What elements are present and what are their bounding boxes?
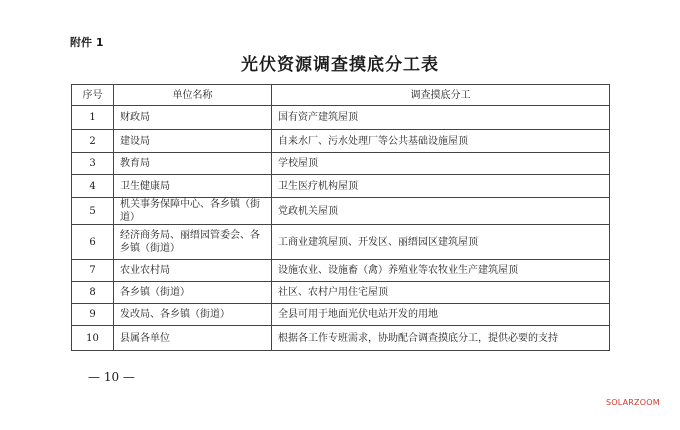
row-unit: 建设局 [114,130,272,153]
row-task: 设施农业、设施畜（禽）养殖业等农牧业生产建筑屋顶 [272,260,610,282]
assignment-table [71,84,610,351]
page-title: 光伏资源调查摸底分工表 [241,55,439,75]
row-task: 自来水厂、污水处理厂等公共基础设施屋顶 [272,130,610,153]
row-index: 2 [72,130,114,153]
header-task: 调查摸底分工 [272,85,610,106]
row-unit: 教育局 [114,153,272,175]
table-row [72,282,610,304]
header-index: 序号 [72,85,114,106]
row-index: 10 [72,326,114,351]
watermark: SOLARZOOM [606,398,660,407]
row-unit: 卫生健康局 [114,175,272,198]
row-unit: 财政局 [114,106,272,130]
row-task: 学校屋顶 [272,153,610,175]
row-task: 全县可用于地面光伏电站开发的用地 [272,304,610,326]
row-index: 6 [72,225,114,260]
row-task: 根据各工作专班需求，协助配合调查摸底分工，提供必要的支持 [272,326,610,351]
row-index: 4 [72,175,114,198]
row-task: 工商业建筑屋顶、开发区、丽缙园区建筑屋顶 [272,225,610,260]
table-header-row [72,85,610,106]
row-unit: 县属各单位 [114,326,272,351]
row-unit: 机关事务保障中心、各乡镇（街道） [114,198,272,225]
row-unit: 农业农村局 [114,260,272,282]
table-row [72,198,610,225]
row-task: 国有资产建筑屋顶 [272,106,610,130]
row-index: 7 [72,260,114,282]
page-number: — 10 — [88,370,135,384]
table-row [72,304,610,326]
row-unit: 各乡镇（街道） [114,282,272,304]
table-row [72,260,610,282]
table-row [72,225,610,260]
table-row [72,326,610,351]
row-unit: 发改局、各乡镇（街道） [114,304,272,326]
header-unit: 单位名称 [114,85,272,106]
table-row [72,130,610,153]
table-row [72,175,610,198]
row-task: 卫生医疗机构屋顶 [272,175,610,198]
table-row [72,106,610,130]
attachment-label: 附件 1 [70,36,104,49]
table-row [72,153,610,175]
row-index: 5 [72,198,114,225]
row-task: 社区、农村户用住宅屋顶 [272,282,610,304]
row-index: 8 [72,282,114,304]
row-index: 3 [72,153,114,175]
row-index: 9 [72,304,114,326]
row-task: 党政机关屋顶 [272,198,610,225]
row-unit: 经济商务局、丽缙园管委会、各乡镇（街道） [114,225,272,260]
row-index: 1 [72,106,114,130]
